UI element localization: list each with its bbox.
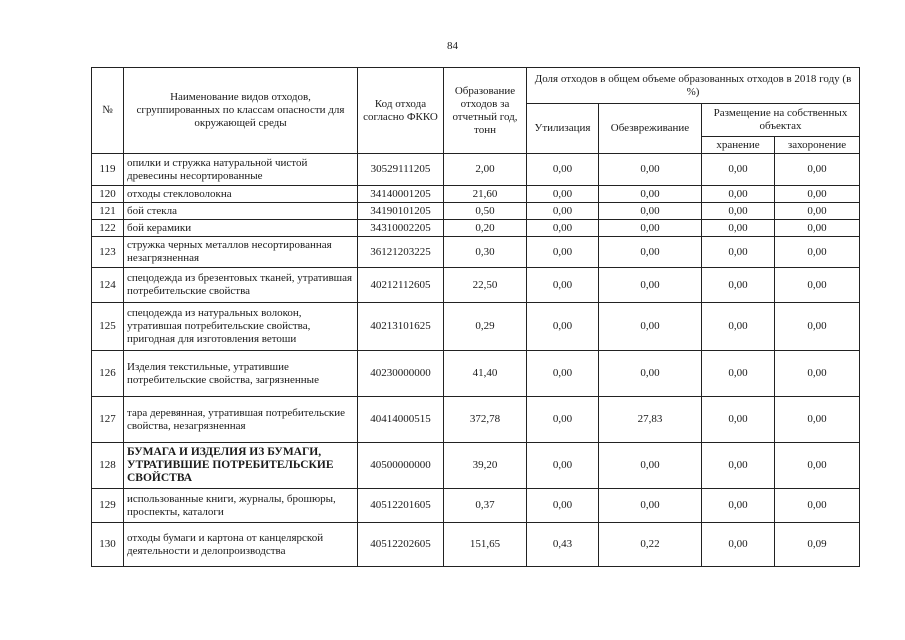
row-burial: 0,00 [775, 268, 860, 303]
table-row [92, 186, 860, 203]
row-burial: 0,00 [775, 351, 860, 397]
row-num: 119 [92, 154, 124, 186]
row-neutralization: 0,00 [599, 203, 702, 220]
row-utilization: 0,43 [527, 523, 599, 567]
row-name: бой керамики [124, 220, 358, 237]
row-neutralization: 0,22 [599, 523, 702, 567]
row-name: спецодежда из натуральных волокон, утратившая потребительские свойства, пригодная для изготовления ветоши [124, 303, 358, 351]
row-storage: 0,00 [702, 154, 775, 186]
row-code: 30529111205 [358, 154, 444, 186]
row-name: Изделия текстильные, утратившие потребительские свойства, загрязненные [124, 351, 358, 397]
row-formed: 0,37 [444, 489, 527, 523]
row-burial: 0,00 [775, 220, 860, 237]
row-formed: 21,60 [444, 186, 527, 203]
header-burial: захоронение [775, 137, 860, 154]
row-neutralization: 0,00 [599, 220, 702, 237]
table-row [92, 268, 860, 303]
table-row [92, 220, 860, 237]
row-formed: 22,50 [444, 268, 527, 303]
row-code: 40213101625 [358, 303, 444, 351]
row-formed: 372,78 [444, 397, 527, 443]
row-formed: 0,30 [444, 237, 527, 268]
row-num: 128 [92, 443, 124, 489]
row-burial: 0,09 [775, 523, 860, 567]
row-num: 125 [92, 303, 124, 351]
row-name: стружка черных металлов несортированная незагрязненная [124, 237, 358, 268]
row-formed: 2,00 [444, 154, 527, 186]
header-share: Доля отходов в общем объеме образованных отходов в 2018 году (в %) [527, 68, 860, 104]
row-code: 34310002205 [358, 220, 444, 237]
table-row [92, 351, 860, 397]
row-code: 40212112605 [358, 268, 444, 303]
row-name: тара деревянная, утратившая потребительские свойства, незагрязненная [124, 397, 358, 443]
row-name: бой стекла [124, 203, 358, 220]
row-num: 127 [92, 397, 124, 443]
row-storage: 0,00 [702, 443, 775, 489]
row-neutralization: 0,00 [599, 303, 702, 351]
page-number: 84 [447, 40, 458, 52]
header-neutralization: Обезвреживание [599, 104, 702, 154]
row-burial: 0,00 [775, 154, 860, 186]
row-storage: 0,00 [702, 523, 775, 567]
row-utilization: 0,00 [527, 268, 599, 303]
row-formed: 0,20 [444, 220, 527, 237]
row-utilization: 0,00 [527, 397, 599, 443]
table-row [92, 443, 860, 489]
row-storage: 0,00 [702, 220, 775, 237]
table-row [92, 523, 860, 567]
row-utilization: 0,00 [527, 303, 599, 351]
table-row [92, 397, 860, 443]
row-code: 40512202605 [358, 523, 444, 567]
row-name: БУМАГА И ИЗДЕЛИЯ ИЗ БУМАГИ, УТРАТИВШИЕ ПОТРЕБИТЕЛЬСКИЕ СВОЙСТВА [124, 443, 358, 489]
row-utilization: 0,00 [527, 154, 599, 186]
row-burial: 0,00 [775, 203, 860, 220]
row-num: 126 [92, 351, 124, 397]
row-code: 34140001205 [358, 186, 444, 203]
row-neutralization: 0,00 [599, 443, 702, 489]
header-num: № [92, 68, 124, 154]
row-formed: 151,65 [444, 523, 527, 567]
row-burial: 0,00 [775, 237, 860, 268]
row-storage: 0,00 [702, 303, 775, 351]
row-burial: 0,00 [775, 186, 860, 203]
row-name: спецодежда из брезентовых тканей, утратившая потребительские свойства [124, 268, 358, 303]
header-formed: Образование отходов за отчетный год, тонн [444, 68, 527, 154]
row-num: 122 [92, 220, 124, 237]
row-storage: 0,00 [702, 489, 775, 523]
table-row [92, 154, 860, 186]
row-neutralization: 0,00 [599, 154, 702, 186]
table-row [92, 203, 860, 220]
row-name: использованные книги, журналы, брошюры, проспекты, каталоги [124, 489, 358, 523]
header-utilization: Утилизация [527, 104, 599, 154]
row-neutralization: 0,00 [599, 489, 702, 523]
row-burial: 0,00 [775, 303, 860, 351]
row-code: 40230000000 [358, 351, 444, 397]
row-storage: 0,00 [702, 351, 775, 397]
row-code: 34190101205 [358, 203, 444, 220]
row-utilization: 0,00 [527, 186, 599, 203]
table-row [92, 303, 860, 351]
table-row [92, 237, 860, 268]
row-storage: 0,00 [702, 397, 775, 443]
row-code: 36121203225 [358, 237, 444, 268]
row-num: 129 [92, 489, 124, 523]
row-neutralization: 0,00 [599, 186, 702, 203]
row-num: 121 [92, 203, 124, 220]
row-storage: 0,00 [702, 186, 775, 203]
row-utilization: 0,00 [527, 220, 599, 237]
row-code: 40500000000 [358, 443, 444, 489]
header-storage: хранение [702, 137, 775, 154]
header-name: Наименование видов отходов, сгруппированных по классам опасности для окружающей среды [124, 68, 358, 154]
row-num: 120 [92, 186, 124, 203]
row-formed: 39,20 [444, 443, 527, 489]
row-burial: 0,00 [775, 443, 860, 489]
row-burial: 0,00 [775, 489, 860, 523]
row-neutralization: 0,00 [599, 351, 702, 397]
row-burial: 0,00 [775, 397, 860, 443]
row-name: опилки и стружка натуральной чистой древесины несортированные [124, 154, 358, 186]
row-formed: 0,29 [444, 303, 527, 351]
row-utilization: 0,00 [527, 489, 599, 523]
table-row [92, 489, 860, 523]
row-num: 124 [92, 268, 124, 303]
row-num: 123 [92, 237, 124, 268]
row-formed: 41,40 [444, 351, 527, 397]
row-name: отходы бумаги и картона от канцелярской деятельности и делопроизводства [124, 523, 358, 567]
row-num: 130 [92, 523, 124, 567]
row-neutralization: 0,00 [599, 268, 702, 303]
waste-table [91, 67, 860, 567]
row-code: 40512201605 [358, 489, 444, 523]
row-utilization: 0,00 [527, 351, 599, 397]
row-storage: 0,00 [702, 268, 775, 303]
row-name: отходы стекловолокна [124, 186, 358, 203]
row-utilization: 0,00 [527, 203, 599, 220]
row-utilization: 0,00 [527, 443, 599, 489]
header-code: Код отхода согласно ФККО [358, 68, 444, 154]
row-neutralization: 27,83 [599, 397, 702, 443]
header-placement: Размещение на собственных объектах [702, 104, 860, 137]
row-utilization: 0,00 [527, 237, 599, 268]
row-code: 40414000515 [358, 397, 444, 443]
row-storage: 0,00 [702, 203, 775, 220]
row-neutralization: 0,00 [599, 237, 702, 268]
row-storage: 0,00 [702, 237, 775, 268]
row-formed: 0,50 [444, 203, 527, 220]
